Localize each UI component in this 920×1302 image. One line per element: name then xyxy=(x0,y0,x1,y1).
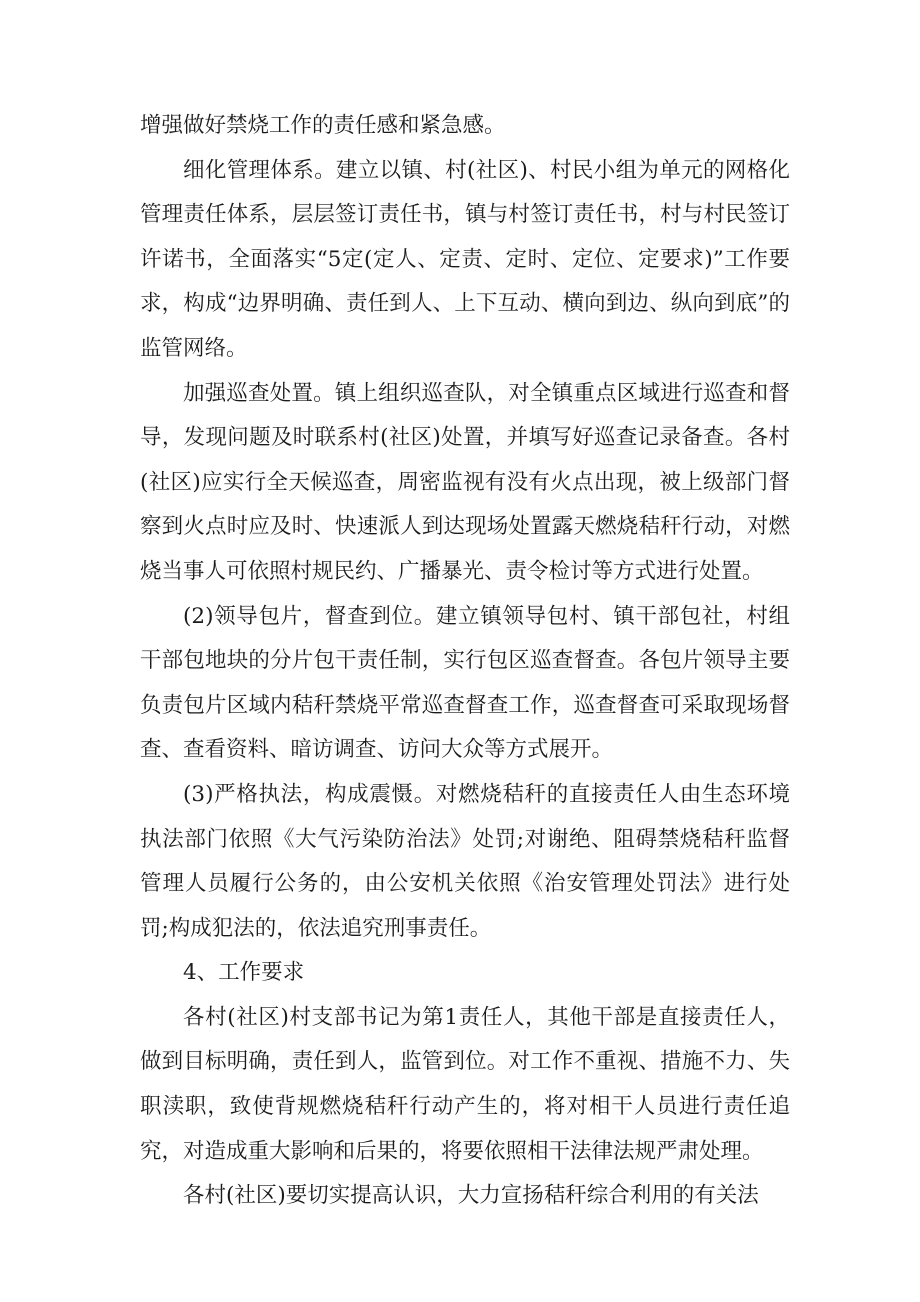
paragraph-strict-enforcement: (3)严格执法，构成震慑。对燃烧秸秆的直接责任人由生态环境执法部门依照《大气污染防治法》处罚;对谢绝、阻碍禁烧秸秆监督管理人员履行公务的，由公安机关依照《治安管理处罚法》进行处罚;构成犯法的，依法追究刑事责任。 xyxy=(140,781,790,941)
paragraph-strengthen-patrol: 加强巡查处置。镇上组织巡查队，对全镇重点区域进行巡查和督导，发现问题及时联系村(社区)处置，并填写好巡查记录备查。各村(社区)应实行全天候巡查，周密监视有没有火点出现，被上级部门督察到火点时应及时、快速派人到达现场处置露天燃烧秸秆行动，对燃烧当事人可依照村规民约、广播暴光、责令检讨等方式进行处置。 xyxy=(140,380,790,584)
paragraph-awareness: 各村(社区)要切实提高认识，大力宣扬秸秆综合利用的有关法 xyxy=(183,1183,759,1209)
document-body xyxy=(140,104,790,1219)
paragraph-leader-responsibility: (2)领导包片，督查到位。建立镇领导包村、镇干部包社，村组干部包地块的分片包干责任制，实行包区巡查督查。各包片领导主要负责包片区域内秸秆禁烧平常巡查督查工作，巡查督查可采取现场督查、查看资料、暗访调查、访问大众等方式展开。 xyxy=(140,603,790,763)
paragraph-1: 增强做好禁烧工作的责任感和紧急感。 xyxy=(140,113,506,138)
paragraph-accountability: 各村(社区)村支部书记为第1责任人，其他干部是直接责任人，做到目标明确，责任到人，监管到位。对工作不重视、措施不力、失职渎职，致使背规燃烧秸秆行动产生的，将对相干人员进行责任追究，对造成重大影响和后果的，将要依照相干法律法规严肃处理。 xyxy=(140,1004,790,1164)
section-heading-work-requirements: 4、工作要求 xyxy=(183,960,305,986)
paragraph-refine-management: 细化管理体系。建立以镇、村(社区)、村民小组为单元的网格化管理责任体系，层层签订责任书，镇与村签订责任书，村与村民签订许诺书，全面落实“5定(定人、定责、定时、定位、定要求)”工作要求，构成“边界明确、责任到人、上下互动、横向到边、纵向到底”的监管网络。 xyxy=(140,157,790,361)
